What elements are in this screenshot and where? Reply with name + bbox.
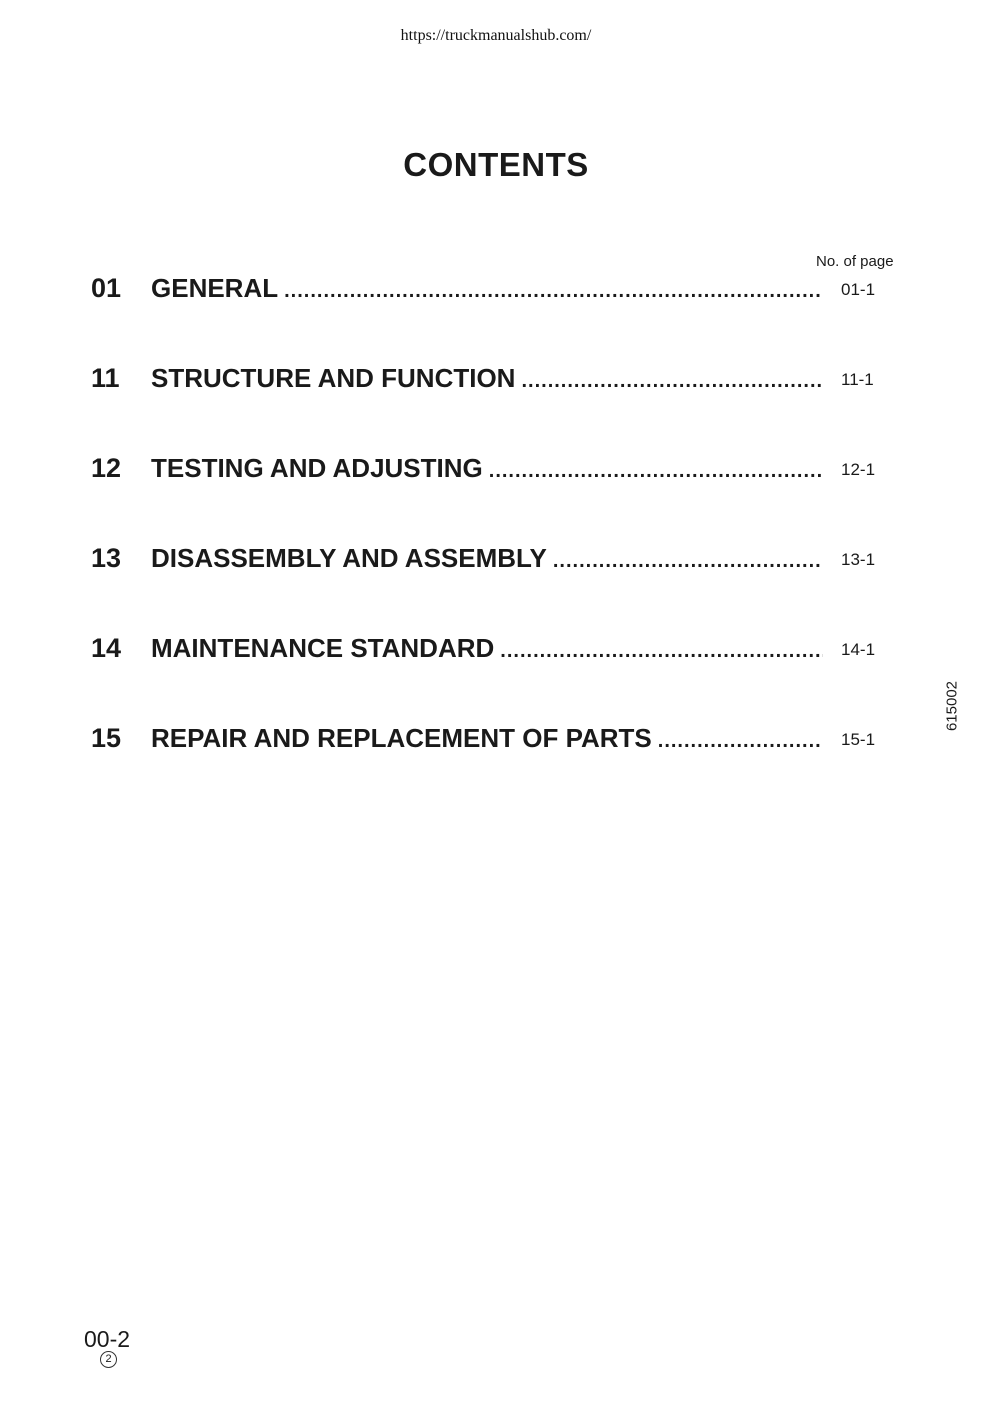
- toc-section-number: 13: [91, 543, 122, 573]
- toc-title-label: MAINTENANCE STANDARD: [151, 633, 495, 663]
- page-number: 00-2: [84, 1326, 131, 1352]
- toc-page-ref: 15-1: [841, 730, 876, 749]
- toc-title-label: TESTING AND ADJUSTING: [151, 453, 483, 483]
- toc-section-title: [151, 721, 823, 758]
- toc-page-ref: 01-1: [841, 280, 876, 299]
- toc-section-number: 14: [91, 633, 122, 663]
- document-code: 615002: [943, 680, 961, 732]
- toc-entry-testing-and-adjusting[interactable]: [0, 451, 992, 491]
- toc-section-number: 11: [91, 363, 120, 393]
- toc-title-label: REPAIR AND REPLACEMENT OF PARTS: [151, 723, 652, 753]
- toc-entry-general[interactable]: [0, 271, 992, 311]
- toc-page-ref: 13-1: [841, 550, 876, 569]
- toc-title-label: GENERAL: [151, 273, 279, 303]
- toc-title-label: DISASSEMBLY AND ASSEMBLY: [151, 543, 547, 573]
- toc-entry-disassembly-and-assembly[interactable]: [0, 541, 992, 581]
- toc-dot-leader: [658, 724, 823, 758]
- page-column-header: No. of page: [816, 253, 894, 270]
- source-url[interactable]: https://truckmanualshub.com/: [400, 27, 592, 44]
- toc-dot-leader: [500, 634, 823, 668]
- toc-entry-structure-and-function[interactable]: [0, 361, 992, 401]
- toc-entry-repair-and-replacement[interactable]: [0, 721, 992, 761]
- toc-section-title: [151, 451, 823, 488]
- toc-dot-leader: [489, 454, 823, 488]
- toc-section-number: 12: [91, 453, 122, 483]
- toc-section-title: [151, 631, 823, 668]
- toc-dot-leader: [553, 544, 823, 578]
- toc-page-ref: 11-1: [841, 370, 874, 389]
- toc-section-title: [151, 271, 823, 308]
- toc-dot-leader: [284, 274, 823, 308]
- toc-dot-leader: [521, 364, 823, 398]
- toc-section-title: [151, 541, 823, 578]
- toc-title-label: STRUCTURE AND FUNCTION: [151, 363, 516, 393]
- toc-section-title: [151, 361, 823, 398]
- toc-section-number: 01: [91, 273, 122, 303]
- toc-page-ref: 12-1: [841, 460, 876, 479]
- toc-page-ref: 14-1: [841, 640, 876, 659]
- toc-entry-maintenance-standard[interactable]: [0, 631, 992, 671]
- page-title: CONTENTS: [403, 146, 589, 183]
- revision-mark: 2: [100, 1351, 117, 1368]
- toc-section-number: 15: [91, 723, 122, 753]
